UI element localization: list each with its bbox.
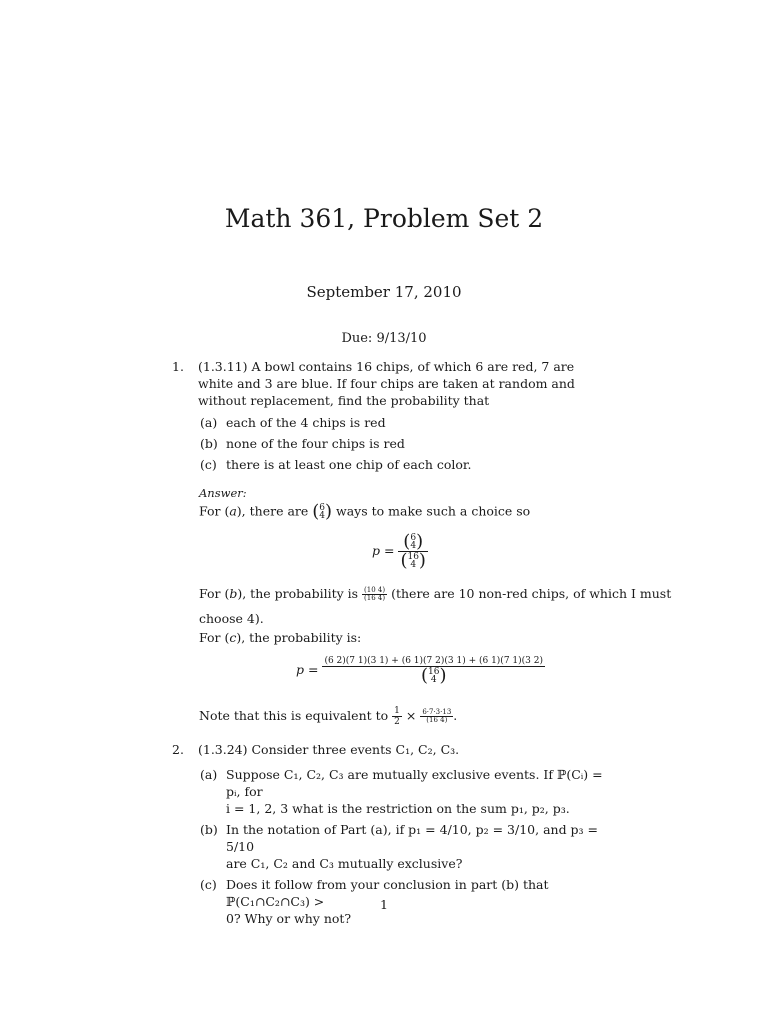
answer-label: Answer: <box>199 486 247 500</box>
due-date: Due: 9/13/10 <box>341 331 427 346</box>
part-label: (a) <box>200 767 218 782</box>
math-var: c <box>229 630 237 645</box>
problem-1-text: (1.3.11) A bowl contains 16 chips, of which 6 are red, 7 are white and 3 are blue. If four chips are taken at random and without replacement, find the probability that <box>198 359 575 408</box>
text-fragment: For ( <box>199 630 230 645</box>
fraction-10-16: $\frac{(10 4)}{(16 4)}$ <box>364 586 386 602</box>
problem-2-text: (1.3.24) Consider three events C₁, C₂, C₃. <box>198 742 460 757</box>
problem-1-part-a <box>200 414 620 431</box>
part-line-1: Suppose C₁, C₂, C₃ are mutually exclusive events. If ℙ(Cᵢ) = pᵢ, for <box>226 767 603 799</box>
page-title: Math 361, Problem Set 2 <box>224 204 544 233</box>
text-fragment: (there are 10 non-red chips, of which I must <box>391 586 672 601</box>
binomial-6-4: (6 4) <box>312 501 333 522</box>
problem-1-part-b <box>200 435 620 452</box>
text-fragment: For ( <box>199 586 230 601</box>
answer-c-line <box>199 630 361 645</box>
text-fragment: For ( <box>199 503 230 519</box>
part-label: (c) <box>200 877 217 892</box>
part-text: none of the four chips is red <box>226 436 405 451</box>
fraction: (6 2)(7 1)(3 1) + (6 1)(7 2)(3 1) + (6 1)(7 1)(3 2) (16 4 ) <box>324 656 543 686</box>
answer-b-line <box>199 586 671 602</box>
part-label: (b) <box>200 436 218 451</box>
math-var: a <box>229 503 237 519</box>
problem-2-part-b <box>200 821 620 872</box>
part-label: (b) <box>200 822 218 837</box>
text-fragment: ), the probability is <box>237 586 359 601</box>
equation-c: p = (6 2)(7 1)(3 1) + (6 1)(7 2)(3 1) + (6 1)(7 1)(3 2) (16 4 ) <box>296 656 543 686</box>
fraction-equivalent: $\frac{6\cdot 7\cdot 3\cdot 13}{(16 4)}$ <box>422 708 452 724</box>
part-label: (a) <box>200 415 218 430</box>
answer-a-line <box>199 503 530 521</box>
part-line-2: are C₁, C₂ and C₃ mutually exclusive? <box>226 856 463 871</box>
equation-a: p = (6 4) (16 4 ) <box>372 531 426 571</box>
part-line-1: Does it follow from your conclusion in part (b) that ℙ(C₁∩C₂∩C₃) > <box>226 877 549 909</box>
part-line-2: i = 1, 2, 3 what is the restriction on the sum p₁, p₂, p₃. <box>226 801 570 816</box>
page-number: 1 <box>380 897 388 912</box>
fraction-one-half: $\frac{1}{2}$ <box>394 706 400 727</box>
text-fragment: Note that this is equivalent to <box>199 708 389 723</box>
part-line-2: 0? Why or why not? <box>226 911 352 926</box>
text-fragment: . <box>453 708 458 723</box>
problem-1-parts <box>200 414 620 473</box>
document-date: September 17, 2010 <box>306 283 462 301</box>
text-fragment: ways to make such a choice so <box>336 503 531 519</box>
problem-1-number: 1. <box>172 359 184 374</box>
part-text: there is at least one chip of each color. <box>226 457 472 472</box>
answer-b-line-2: choose 4). <box>199 611 264 626</box>
problem-2 <box>172 741 592 758</box>
part-label: (c) <box>200 457 217 472</box>
fraction: (6 4) (16 4 ) <box>400 531 426 571</box>
note-line: Note that this is equivalent to $\frac{1}{2}$ × $\frac{6\cdot 7\cdot 3\cdot 13}{(16 4)}$ . <box>199 706 458 727</box>
problem-1 <box>172 358 592 409</box>
problem-2-number: 2. <box>172 742 184 757</box>
math-var: b <box>229 586 238 601</box>
part-line-1: In the notation of Part (a), if p₁ = 4/10, p₂ = 3/10, and p₃ = 5/10 <box>226 822 599 854</box>
part-text: each of the 4 chips is red <box>226 415 386 430</box>
text-fragment: ), the probability is: <box>236 630 362 645</box>
text-fragment: ), there are <box>236 503 309 519</box>
problem-1-part-c <box>200 456 620 473</box>
problem-2-part-a <box>200 766 620 817</box>
